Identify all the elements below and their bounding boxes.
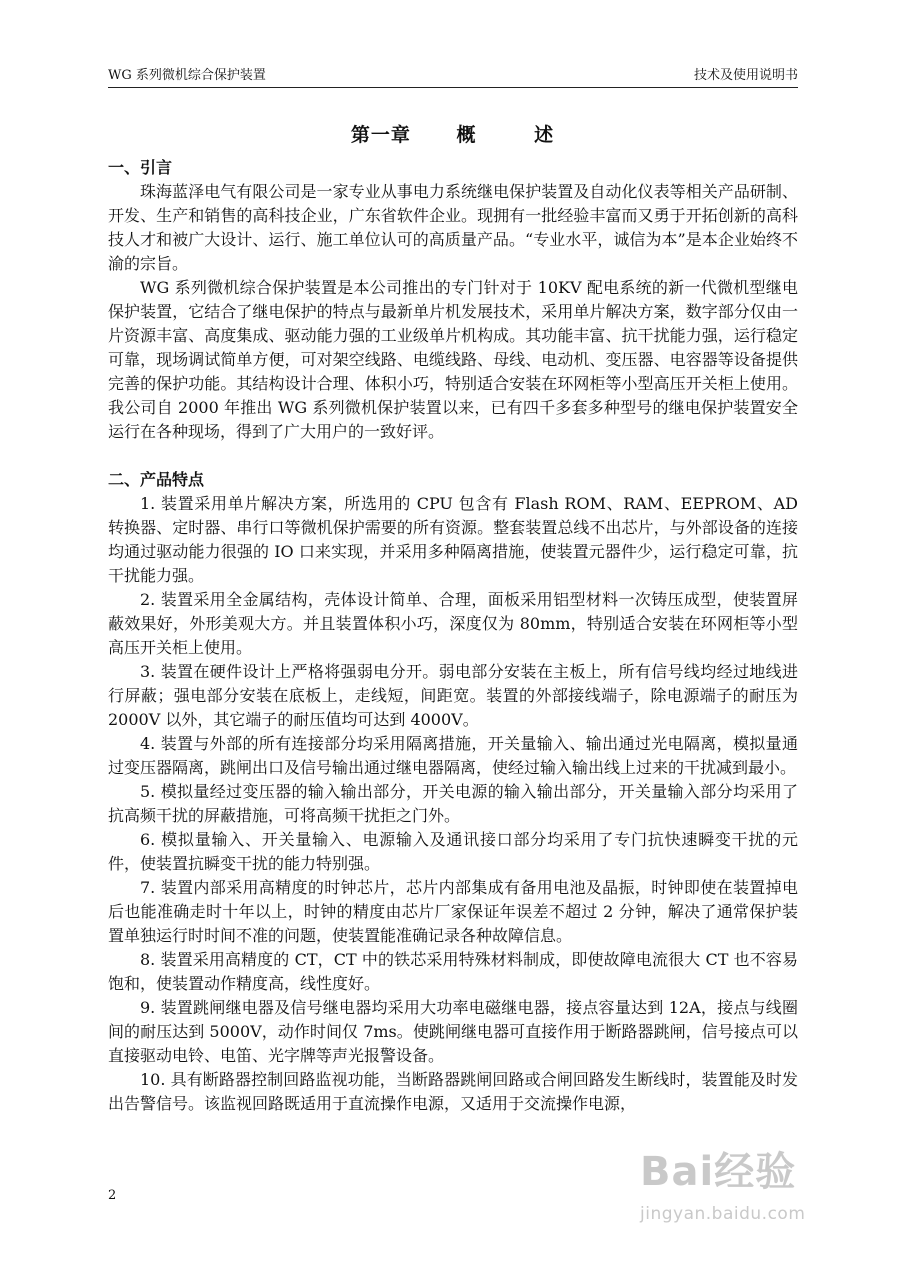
feature-item: 6. 模拟量输入、开关量输入、电源输入及通讯接口部分均采用了专门抗快速瞬变干扰的元件，使装置抗瞬变干扰的能力特别强。 (108, 830, 798, 873)
page-number: 2 (108, 1188, 117, 1203)
feature-item: 5. 模拟量经过变压器的输入输出部分，开关电源的输入输出部分，开关量输入部分均采用了抗高频干扰的屏蔽措施，可将高频干扰拒之门外。 (108, 782, 798, 825)
chapter-number: 第一章 (350, 124, 411, 146)
chapter-title-char-2: 述 (534, 124, 555, 146)
feature-item: 7. 装置内部采用高精度的时钟芯片，芯片内部集成有备用电池及晶振，时钟即使在装置掉电后也能准确走时十年以上，时钟的精度由芯片厂家保证年误差不超过 2 分钟，解决了通常保护装置单独运行时时间不准的问题，使装置能准确记录各种故障信息。 (108, 878, 798, 945)
header-right-title: 技术及使用说明书 (693, 68, 798, 83)
section-heading-features: 二、产品特点 (108, 470, 205, 489)
section-heading-intro: 一、引言 (108, 158, 173, 177)
feature-item: 9. 装置跳闸继电器及信号继电器均采用大功率电磁继电器，接点容量达到 12A，接点与线圈间的耐压达到 5000V，动作时间仅 7ms。使跳闸继电器可直接作用于断路器跳闸，信号接点可以直接驱动电铃、电笛、光字牌等声光报警设备。 (108, 998, 798, 1065)
chapter-title-char-1: 概 (456, 124, 477, 146)
watermark-logo: Bai经验 (640, 1149, 797, 1195)
paragraph: WG 系列微机综合保护装置是本公司推出的专门针对于 10KV 配电系统的新一代微机型继电保护装置，它结合了继电保护的特点与最新单片机发展技术，采用单片解决方案，数字部分仅由一片资源丰富、高度集成、驱动能力强的工业级单片机构成。其功能丰富、抗干扰能力强，运行稳定可靠，现场调试简单方便，可对架空线路、电缆线路、母线、电动机、变压器、电容器等设备提供完善的保护功能。其结构设计合理、体积小巧，特别适合安装在环网柜等小型高压开关柜上使用。我公司自 2000 年推出 WG 系列微机保护装置以来，已有四千多套多种型号的继电保护装置安全运行在各种现场，得到了广大用户的一致好评。 (108, 278, 798, 441)
feature-item: 2. 装置采用全金属结构，壳体设计简单、合理，面板采用铝型材料一次铸压成型，使装置屏蔽效果好，外形美观大方。并且装置体积小巧，深度仅为 80mm，特别适合安装在环网柜等小型高压开关柜上使用。 (108, 590, 798, 657)
feature-item: 8. 装置采用高精度的 CT，CT 中的铁芯采用特殊材料制成，即使故障电流很大 CT 也不容易饱和，使装置动作精度高，线性度好。 (108, 950, 798, 993)
baidu-jingyan-watermark (640, 1150, 820, 1260)
paragraph: 珠海蓝泽电气有限公司是一家专业从事电力系统继电保护装置及自动化仪表等相关产品研制、开发、生产和销售的高科技企业，广东省软件企业。现拥有一批经验丰富而又勇于开拓创新的高科技人才和被广大设计、运行、施工单位认可的高质量产品。“专业水平，诚信为本”是本企业始终不渝的宗旨。 (108, 182, 798, 273)
watermark-url: jingyan.baidu.com (640, 1204, 806, 1224)
section-spacer (108, 444, 798, 468)
chapter-title (0, 120, 905, 147)
feature-item: 3. 装置在硬件设计上严格将强弱电分开。弱电部分安装在主板上，所有信号线均经过地线进行屏蔽；强电部分安装在底板上，走线短，间距宽。装置的外部接线端子，除电源端子的耐压为 2000V 以外，其它端子的耐压值均可达到 4000V。 (108, 662, 798, 729)
page-header (108, 64, 798, 88)
feature-item: 1. 装置采用单片解决方案，所选用的 CPU 包含有 Flash ROM、RAM、EEPROM、AD 转换器、定时器、串行口等微机保护需要的所有资源。整套装置总线不出芯片，与外部设备的连接均通过驱动能力很强的 IO 口来实现，并采用多种隔离措施，使装置元器件少，运行稳定可靠，抗干扰能力强。 (108, 494, 798, 585)
feature-item: 10. 具有断路器控制回路监视功能，当断路器跳闸回路或合闸回路发生断线时，装置能及时发出告警信号。该监视回路既适用于直流操作电源，又适用于交流操作电源， (108, 1070, 798, 1113)
document-body (108, 156, 798, 1116)
header-left-title: WG 系列微机综合保护装置 (108, 68, 266, 83)
feature-item: 4. 装置与外部的所有连接部分均采用隔离措施，开关量输入、输出通过光电隔离，模拟量通过变压器隔离，跳闸出口及信号输出通过继电器隔离，使经过输入输出线上过来的干扰减到最小。 (108, 734, 798, 777)
